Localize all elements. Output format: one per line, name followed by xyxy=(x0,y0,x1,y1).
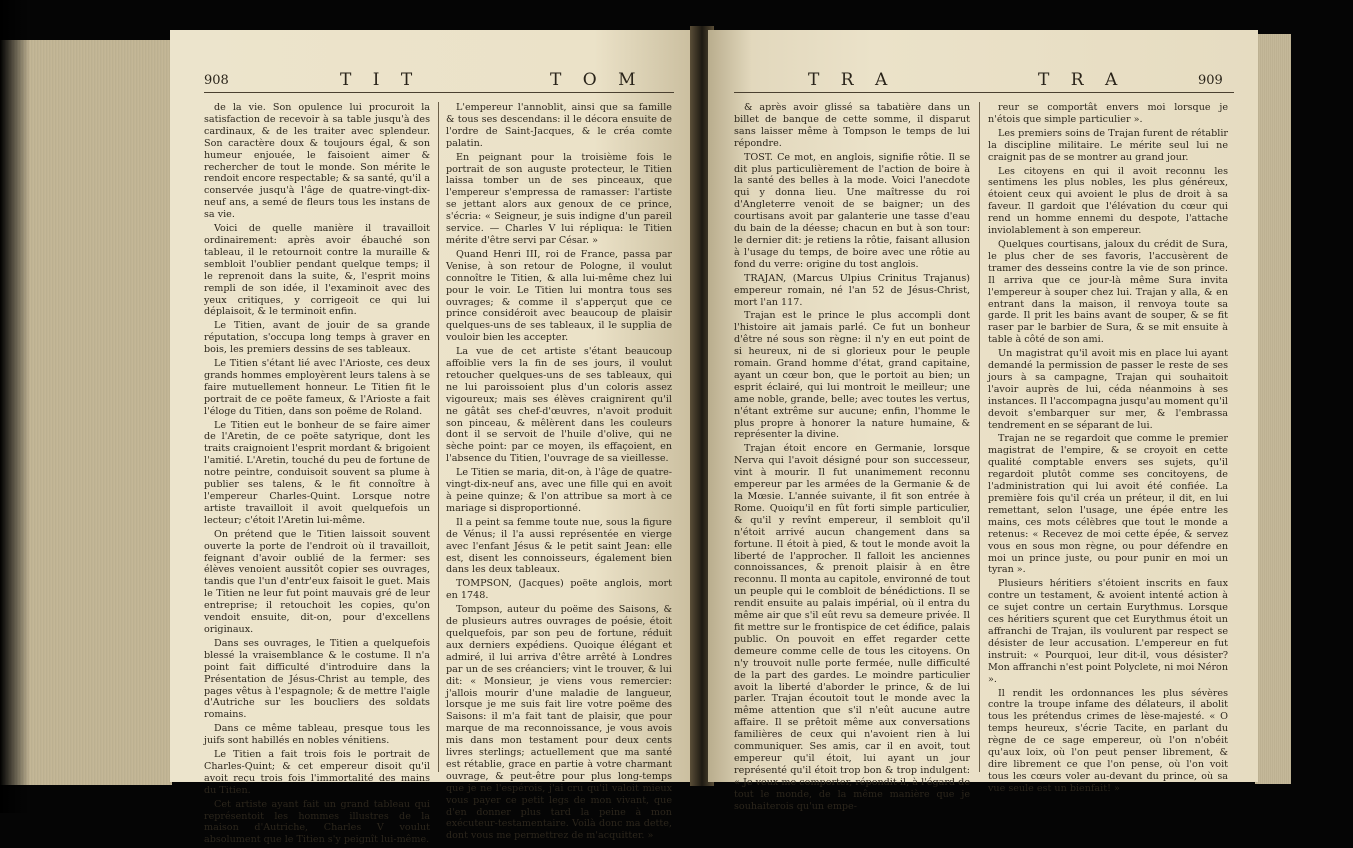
right-header-rule xyxy=(734,92,1234,93)
paragraph: Il rendit les ordonnances les plus sévères contre la troupe infame des délateurs, il abolit tous les prétendus crimes de lèse-majesté. « O temps heureux, s'écrie Tacite, en parlant du règne de ce sage empereur, où l'on n'obéit qu'aux loix, où l'on peut penser librement, & dire librement ce que l'on pense, où l'on voit tous les cœurs voler au-devant du prince, où sa vue seule est un bienfait! » xyxy=(988,687,1228,794)
paragraph: & après avoir glissé sa tabatière dans un billet de banque de cette somme, il disparut sans laisser même à Tompson le temps de lui répondre. xyxy=(734,102,970,149)
right-page-number: 909 xyxy=(1198,73,1223,88)
right-column-1 xyxy=(734,102,970,814)
left-headword-1: T I T xyxy=(340,70,421,90)
left-column-2 xyxy=(446,102,672,844)
left-shadow xyxy=(0,0,30,813)
paragraph: Les citoyens en qui il avoit reconnu les sentimens les plus nobles, les plus généreux, étoient ceux qui avoient le plus de droit à sa faveur. Il gardoit que l'élévation du cœur qui rend un homme ennemi du despote, l'attache inviolablement à son empereur. xyxy=(988,165,1228,237)
paragraph: Le Titien s'étant lié avec l'Arioste, ces deux grands hommes employèrent leurs talens à se faire mutuellement honneur. Le Titien fit le portrait de ce poëte fameux, & l'Arioste a fait l'éloge du Titien, dans son poëme de Roland. xyxy=(204,358,430,417)
page-edges-right xyxy=(1255,34,1291,784)
paragraph: Le Titien a fait trois fois le portrait de Charles-Quint; & cet empereur disoit qu'il avoit reçu trois fois l'immortalité des mains du Titien. xyxy=(204,749,430,796)
paragraph: TOMPSON, (Jacques) poëte anglois, mort en 1748. xyxy=(446,578,672,602)
paragraph: Un magistrat qu'il avoit mis en place lui ayant demandé la permission de passer le reste de ses jours à sa campagne, Trajan qui souhaitoit l'avoir auprès de lui, céda néanmoins à ses instances. Il l'accompagna jusqu'au moment qu'il devoit s'embarquer sur mer, & l'embrassa tendrement en se séparant de lui. xyxy=(988,348,1228,431)
left-headword-2: T O M xyxy=(550,70,644,90)
paragraph: Quand Henri III, roi de France, passa par Venise, à son retour de Pologne, il voulut connoître le Titien, & alla lui-même chez lui pour le voir. Le Titien lui montra tous ses ouvrages; & comme il s'apperçut que ce prince considéroit avec beaucoup de plaisir quelques-uns de ses tableaux, il le supplia de vouloir bien les accepter. xyxy=(446,248,672,344)
paragraph: La vue de cet artiste s'étant beaucoup affoiblie vers la fin de ses jours, il voulut retoucher quelques-uns de ses tableaux, qui ne lui paroissoient plus d'un coloris assez vigoureux; mais ses élèves craignirent qu'il ne gâtât ses chef-d'œuvres, n'avoit produit son pinceau, & mêlèrent dans les couleurs dont il se servoit de l'huile d'olive, qui ne sèche point: par ce moyen, ils effaçoient, en l'absence du Titien, l'ouvrage de sa vieillesse. xyxy=(446,346,672,465)
paragraph: Trajan est le prince le plus accompli dont l'histoire ait jamais parlé. Ce fut un bonheur d'être né sous son règne: il n'y en eut point de si heureux, ni de si glorieux pour le peuple romain. Grand homme d'état, grand capitaine, ayant un cœur bon, que le portoit au bien; un esprit éclairé, qui lui montroit le meilleur; une ame noble, grande, belle; avec toutes les vertus, n'étant extrême sur aucune; enfin, l'homme le plus propre à honorer la nature humaine, & représenter la divine. xyxy=(734,310,970,441)
right-column-divider xyxy=(979,102,980,772)
right-headword-2: T R A xyxy=(1038,70,1126,90)
left-page xyxy=(170,30,700,846)
paragraph: Voici de quelle manière il travailloit ordinairement: après avoir ébauché son tableau, il le retournoit contre la muraille & sembloit l'oublier pendant quelque temps; il le reprenoit dans la suite, &, l'esprit moins rempli de son idée, il l'examinoit avec des yeux critiques, y corrigeoit ce qui lui déplaisoit, & le terminoit enfin. xyxy=(204,223,430,318)
paragraph: Le Titien eut le bonheur de se faire aimer de l'Aretin, de ce poëte satyrique, dont les traits craignoient l'esprit mordant & brigoient l'amitié. L'Aretin, touché du peu de fortune de notre peintre, conduisoit souvent sa plume à publier ses talens, & le fit connoître à l'empereur Charles-Quint. Lorsque notre artiste travailloit il avoit quelquefois un lecteur; c'étoit l'Aretin lui-même. xyxy=(204,419,430,526)
paragraph: Trajan étoit encore en Germanie, lorsque Nerva qui l'avoit désigné pour son successeur, vint à mourir. Il fut unanimement reconnu empereur par les armées de la Germanie & de la Mœsie. L'année suivante, il fit son entrée à Rome. Quoiqu'il en fût forti simple particulier, & qu'il y revînt empereur, il sembloit qu'il n'étoit arrivé aucun changement dans sa fortune. Il étoit à pied, & tout le monde avoit la liberté de l'approcher. Il falloit les anciennes connoissances, & prenoit plaisir à en être reconnu. Il monta au capitole, environné de tout un peuple qui le combloit de bénédictions. Il se rendit ensuite au palais impérial, où il entra du même air que s'il eût revu sa demeure privée. Il fit mettre sur le frontispice de cet édifice, palais public. On pouvoit en effet regarder cette demeure comme celle de tous les citoyens. On n'y trouvoit nulle porte fermée, nulle difficulté de la part des gardes. Le moindre particulier avoit la liberté d'aborder le prince, & de lui parler. Trajan écoutoit tout le monde avec la même attention que s'il n'eût aucune autre affaire. Il se prêtoit même aux conversations familières de ceux qui n'avoient rien à lui communiquer. Ses amis, car il en avoit, tout empereur qu'il étoit, lui ayant un jour représenté qu'il étoit trop bon & trop indulgent: « Je veux me comporter, répondit-il, à l'égard de tout le monde, de la même manière que je souhaiterois qu'un empe- xyxy=(734,443,970,812)
paragraph: Quelques courtisans, jaloux du crédit de Sura, le plus cher de ses favoris, l'accusèrent de tramer des desseins contre la vie de son prince. Il arriva que ce jour-là même Sura invita l'empereur à souper chez lui. Trajan y alla, & en entrant dans la maison, il renvoya toute sa garde. Il prit les bains avant de souper, & se fit raser par le barbier de Sura, & se mit ensuite à table à côté de son ami. xyxy=(988,238,1228,346)
left-page-number: 908 xyxy=(204,73,229,88)
right-column-2 xyxy=(988,102,1228,797)
left-column-divider xyxy=(438,102,439,772)
paragraph: de la vie. Son opulence lui procuroit la satisfaction de recevoir à sa table jusqu'à des cardinaux, & de les traiter avec splendeur. Son caractère doux & toujours égal, & son humeur enjouée, le faisoient aimer & rechercher de tout le monde. Son mérite le rendoit encore respectable; & sa santé, qu'il a conservée jusqu'à l'âge de quatre-vingt-dix-neuf ans, a semé de fleurs tous les instans de sa vie. xyxy=(204,102,430,221)
paragraph: TRAJAN, (Marcus Ulpius Crinitus Trajanus) empereur romain, né l'an 52 de Jésus-Christ, mort l'an 117. xyxy=(734,272,970,308)
paragraph: Il a peint sa femme toute nue, sous la figure de Vénus; il l'a aussi représentée en vierge avec l'enfant Jésus & le petit saint Jean: elle est, disent les connoisseurs, également bien dans les deux tableaux. xyxy=(446,516,672,576)
left-header-rule xyxy=(204,92,674,93)
paragraph: reur se comportât envers moi lorsque je n'étois que simple particulier ». xyxy=(988,102,1228,125)
right-headword-1: T R A xyxy=(808,70,896,90)
paragraph: Les premiers soins de Trajan furent de rétablir la discipline militaire. Le mérite seul lui ne craignit pas de se montrer au grand jour. xyxy=(988,127,1228,163)
left-column-1 xyxy=(204,102,430,848)
paragraph: Le Titien, avant de jouir de sa grande réputation, s'occupa long temps à graver en bois, les premiers dessins de ses tableaux. xyxy=(204,320,430,356)
paragraph: On prétend que le Titien laissoit souvent ouverte la porte de l'endroit où il travailloit, feignant d'avoir oublié de la fermer: ses élèves venoient aussitôt copier ses ouvrages, tandis que l'un d'entr'eux faisoit le guet. Mais le Titien ne leur fut point mauvais gré de leur entreprise; il retouchoit les copies, qu'on vendoit ensuite, dit-on, pour d'excellens originaux. xyxy=(204,528,430,635)
paragraph: Tompson, auteur du poëme des Saisons, & de plusieurs autres ouvrages de poésie, étoit quelquefois, par son peu de fortune, réduit aux derniers expédiens. Quoique élégant et admiré, il lui arriva d'être arrêté à Londres par un de ses créanciers; vint le trouver, & lui dit: « Monsieur, je viens vous remercier: j'allois mourir d'une maladie de langueur, lorsque je me suis fait lire votre poëme des Saisons: il m'a fait tant de plaisir, que pour marque de ma reconnoissance, je vous avois mis dans mon testament pour deux cents livres sterlings; actuellement que ma santé est rétablie, grace en partie à votre charmant ouvrage, & peut-être pour plus long-temps que je ne l'espérois, j'ai cru qu'il valoit mieux vous payer ce petit legs de mon vivant, que d'en donner plus tard la peine à mon exécuteur-testamentaire. Voilà donc ma dette, dont vous me permettrez de m'acquitter. » xyxy=(446,604,672,842)
paragraph: Le Titien se maria, dit-on, à l'âge de quatre-vingt-dix-neuf ans, avec une fille qui en avoit à peine quinze; & l'on attribue sa mort à ce mariage si disproportionné. xyxy=(446,467,672,514)
paragraph: TOST. Ce mot, en anglois, signifie rôtie. Il se dit plus particulièrement de l'action de boire à la santé des belles à la mode. Voici l'anecdote qui y donna lieu. Une maîtresse du roi d'Angleterre venoit de se baigner; un des courtisans avoit par galanterie une tasse d'eau du bain de la déesse; chacun en but à son tour: le dernier dit: je retiens la rôtie, faisant allusion à l'usage du temps, de boire avec une rôtie au fond du verre: origine du tost anglois. xyxy=(734,151,970,270)
paragraph: L'empereur l'annoblit, ainsi que sa famille & tous ses descendans: il le décora ensuite de l'ordre de Saint-Jacques, & le créa comte palatin. xyxy=(446,102,672,149)
paragraph: Trajan ne se regardoit que comme le premier magistrat de l'empire, & se croyoit en cette qualité comptable envers ses sujets, qu'il regardoit plutôt comme ses concitoyens, de l'administration qui lui avoit été confiée. La première fois qu'il créa un préteur, il dit, en lui remettant, selon l'usage, une épée entre les mains, ces mots célèbres que tout le monde a retenus: « Recevez de moi cette épée, & servez vous en sous mon règne, ou pour défendre en moi un prince juste, ou pour punir en moi un tyran ». xyxy=(988,433,1228,576)
paragraph: Dans ce même tableau, presque tous les juifs sont habillés en nobles vénitiens. xyxy=(204,723,430,747)
right-page xyxy=(708,30,1258,812)
paragraph: Plusieurs héritiers s'étoient inscrits en faux contre un testament, & avoient intenté action à ce sujet contre un certain Eurythmus. Lorsque ces héritiers sçurent que cet Eurythmus étoit un affranchi de Trajan, ils voulurent par respect se désister de leur accusation. L'empereur en fut instruit: « Pourquoi, leur dit-il, vous désister? Mon affranchi n'est point Polyclete, ni moi Néron ». xyxy=(988,578,1228,685)
paragraph: Cet artiste ayant fait un grand tableau qui représentoit les hommes illustres de la maison d'Autriche, Charles V voulut absolument que le Titien s'y peignît lui-même. xyxy=(204,798,430,846)
paragraph: Dans ses ouvrages, le Titien a quelquefois blessé la vraisemblance & le costume. Il n'a point fait difficulté d'introduire dans la Présentation de Jésus-Christ au temple, des pages vêtus à l'espagnole; & de mettre l'aigle d'Autriche sur les boucliers des soldats romains. xyxy=(204,637,430,721)
paragraph: En peignant pour la troisième fois le portrait de son auguste protecteur, le Titien laissa tomber un de ses pinceaux, que l'empereur s'empressa de ramasser: l'artiste se jettant alors aux genoux de ce prince, s'écria: « Seigneur, je suis indigne d'un pareil service. — Charles V lui répliqua: le Titien mérite d'être servi par César. » xyxy=(446,151,672,246)
